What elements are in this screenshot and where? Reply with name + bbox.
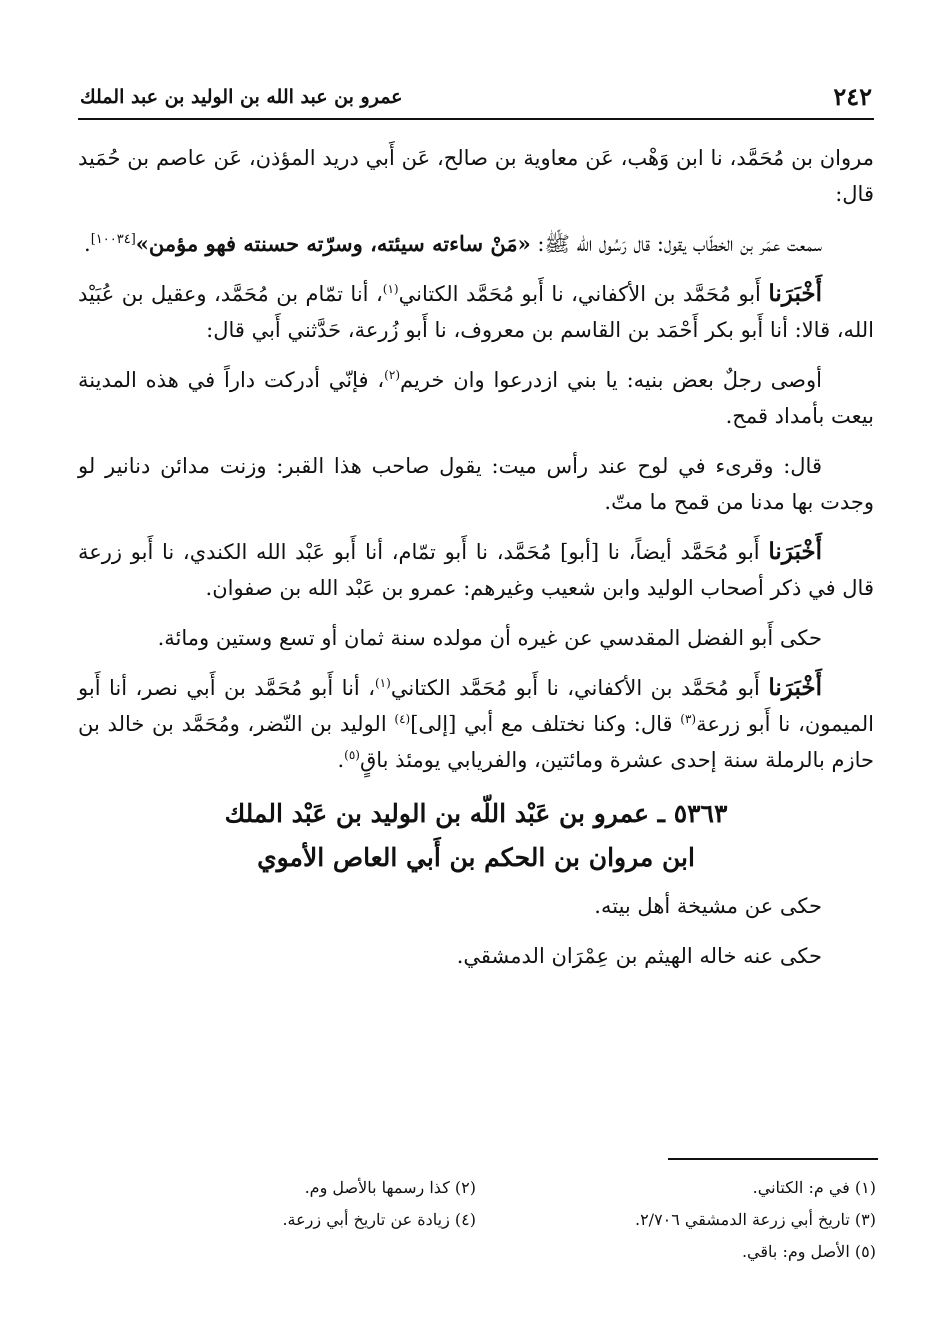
hadith-text: «مَنْ ساءته سيئته، وسرّته حسنته فهو مؤمن» — [135, 231, 531, 256]
footnote-marker-1: (١) — [382, 282, 399, 296]
footnote-marker-3: (٣) — [680, 712, 697, 726]
entry-heading — [78, 792, 874, 880]
running-title: عمرو بن عبد الله بن الوليد بن عبد الملك — [80, 86, 403, 108]
footnote-marker-4: (٤) — [394, 712, 411, 726]
paragraph-1-text: مروان بن مُحَمَّد، نا ابن وَهْب، عَن معاوية بن صالح، عَن أَبي دريد المؤذن، عَن عاصم بن حُمَيد قال: — [78, 146, 874, 206]
footnote-row — [70, 1172, 876, 1204]
paragraph-2-text: سمعت عمَر بن الخطّاب يقول: قال رَسُول الله ﷺ: — [530, 232, 822, 256]
footnote-marker-5: (٥) — [344, 748, 360, 762]
hadith-number: [١٠٠٣٤] — [90, 232, 136, 247]
footnote-4: (٤) زيادة عن تاريخ أبي زرعة. — [282, 1210, 476, 1229]
paragraph-5 — [78, 448, 874, 520]
paragraph-10: حكى عنه خاله الهيثم بن عِمْرَان الدمشقي. — [456, 944, 822, 968]
paragraph-8-text-c: قال: وكنا نختلف مع أبي [إلى] — [410, 712, 681, 736]
page-body — [78, 140, 874, 988]
footnote-marker-1: (١) — [374, 676, 391, 690]
paragraph-5-text: قال: وقرىء في لوح عند رأس ميت: يقول صاحب هذا القبر: وزنت مدائن دنانير لو وجدت بها مدنا من قمح ما متّ. — [78, 454, 874, 514]
entry-heading-line-2: ابن مروان بن الحكم بن أَبي العاص الأموي — [257, 843, 695, 872]
footnote-divider — [668, 1158, 878, 1160]
paragraph-3-text-a: أَبو مُحَمَّد بن الأكفاني، نا أَبو مُحَمَّد الكتاني — [398, 282, 769, 306]
paragraph-2 — [78, 226, 874, 262]
paragraph-8-text-d: الوليد بن النّضر، ومُحَمَّد بن خالد بن حازم بالرملة سنة إحدى عشرة ومائتين، والفريابي يومئذ باقٍ — [78, 712, 874, 772]
paragraph-1 — [78, 140, 874, 212]
paragraph-8 — [78, 670, 874, 778]
paragraph-2-end: . — [84, 232, 91, 256]
paragraph-7-text: حكى أَبو الفضل المقدسي عن غيره أن مولده سنة ثمان أو تسع وستين ومائة. — [157, 626, 822, 650]
page-number: ٢٤٢ — [833, 82, 872, 111]
paragraph-6-text: أَبو مُحَمَّد أيضاً، نا [أبو] مُحَمَّد، نا أَبو تمّام، أنا أَبو عَبْد الله الكندي، نا أَبو زرعة قال في ذكر أصحاب الوليد وابن شعيب وغيرهم: عمرو بن عَبْد الله بن صفوان. — [78, 540, 874, 600]
footnote-1: (١) في م: الكتاني. — [752, 1178, 876, 1197]
akhbarana-keyword: أَخْبَرَنا — [768, 538, 822, 565]
paragraph-4-text-b: ، فإنّي أدركت داراً في هذه المدينة بيعت بأمداد قمح. — [78, 368, 874, 428]
paragraph-8-text-b: ، أنا أَبو مُحَمَّد بن أَبي نصر، أنا أَبو الميمون، نا أَبو زرعة — [78, 676, 874, 736]
entry-heading-line-1: ٥٣٦٣ ـ عمرو بن عَبْد اللّه بن الوليد بن عَبْد الملك — [224, 799, 728, 828]
footnote-marker-2: (٢) — [384, 368, 400, 382]
footnote-2: (٢) كذا رسمها بالأصل وم. — [304, 1178, 476, 1197]
footnote-3: (٣) تاريخ أبي زرعة الدمشقي ٢/٧٠٦. — [634, 1210, 876, 1229]
footnote-row — [70, 1204, 876, 1236]
paragraph-3-text-b: ، أنا تمّام بن مُحَمَّد، وعقيل بن عُبَيْد الله، قالا: أنا أَبو بكر أَحْمَد بن القاسم بن معروف، نا أَبو زُرعة، حَدَّثني أَبي قال: — [78, 282, 874, 342]
paragraph-4 — [78, 362, 874, 434]
paragraph-6 — [78, 534, 874, 606]
paragraph-8-end: . — [337, 748, 345, 772]
paragraph-4-text-a: أوصى رجلٌ بعض بنيه: يا بني ازدرعوا وان خريم — [400, 368, 822, 392]
paragraph-7 — [78, 620, 874, 656]
footnote-5: (٥) الأصل وم: باقي. — [741, 1242, 876, 1261]
footnote-row — [70, 1236, 876, 1268]
page-header — [78, 78, 874, 120]
paragraph-9: حكى عن مشيخة أهل بيته. — [594, 894, 822, 918]
footnotes — [70, 1172, 876, 1268]
akhbarana-keyword: أَخْبَرَنا — [768, 674, 822, 701]
akhbarana-keyword: أَخْبَرَنا — [768, 280, 823, 307]
paragraph-3 — [78, 276, 874, 348]
paragraph-8-text-a: أَبو مُحَمَّد بن الأكفاني، نا أَبو مُحَمَّد الكتاني — [390, 676, 769, 700]
